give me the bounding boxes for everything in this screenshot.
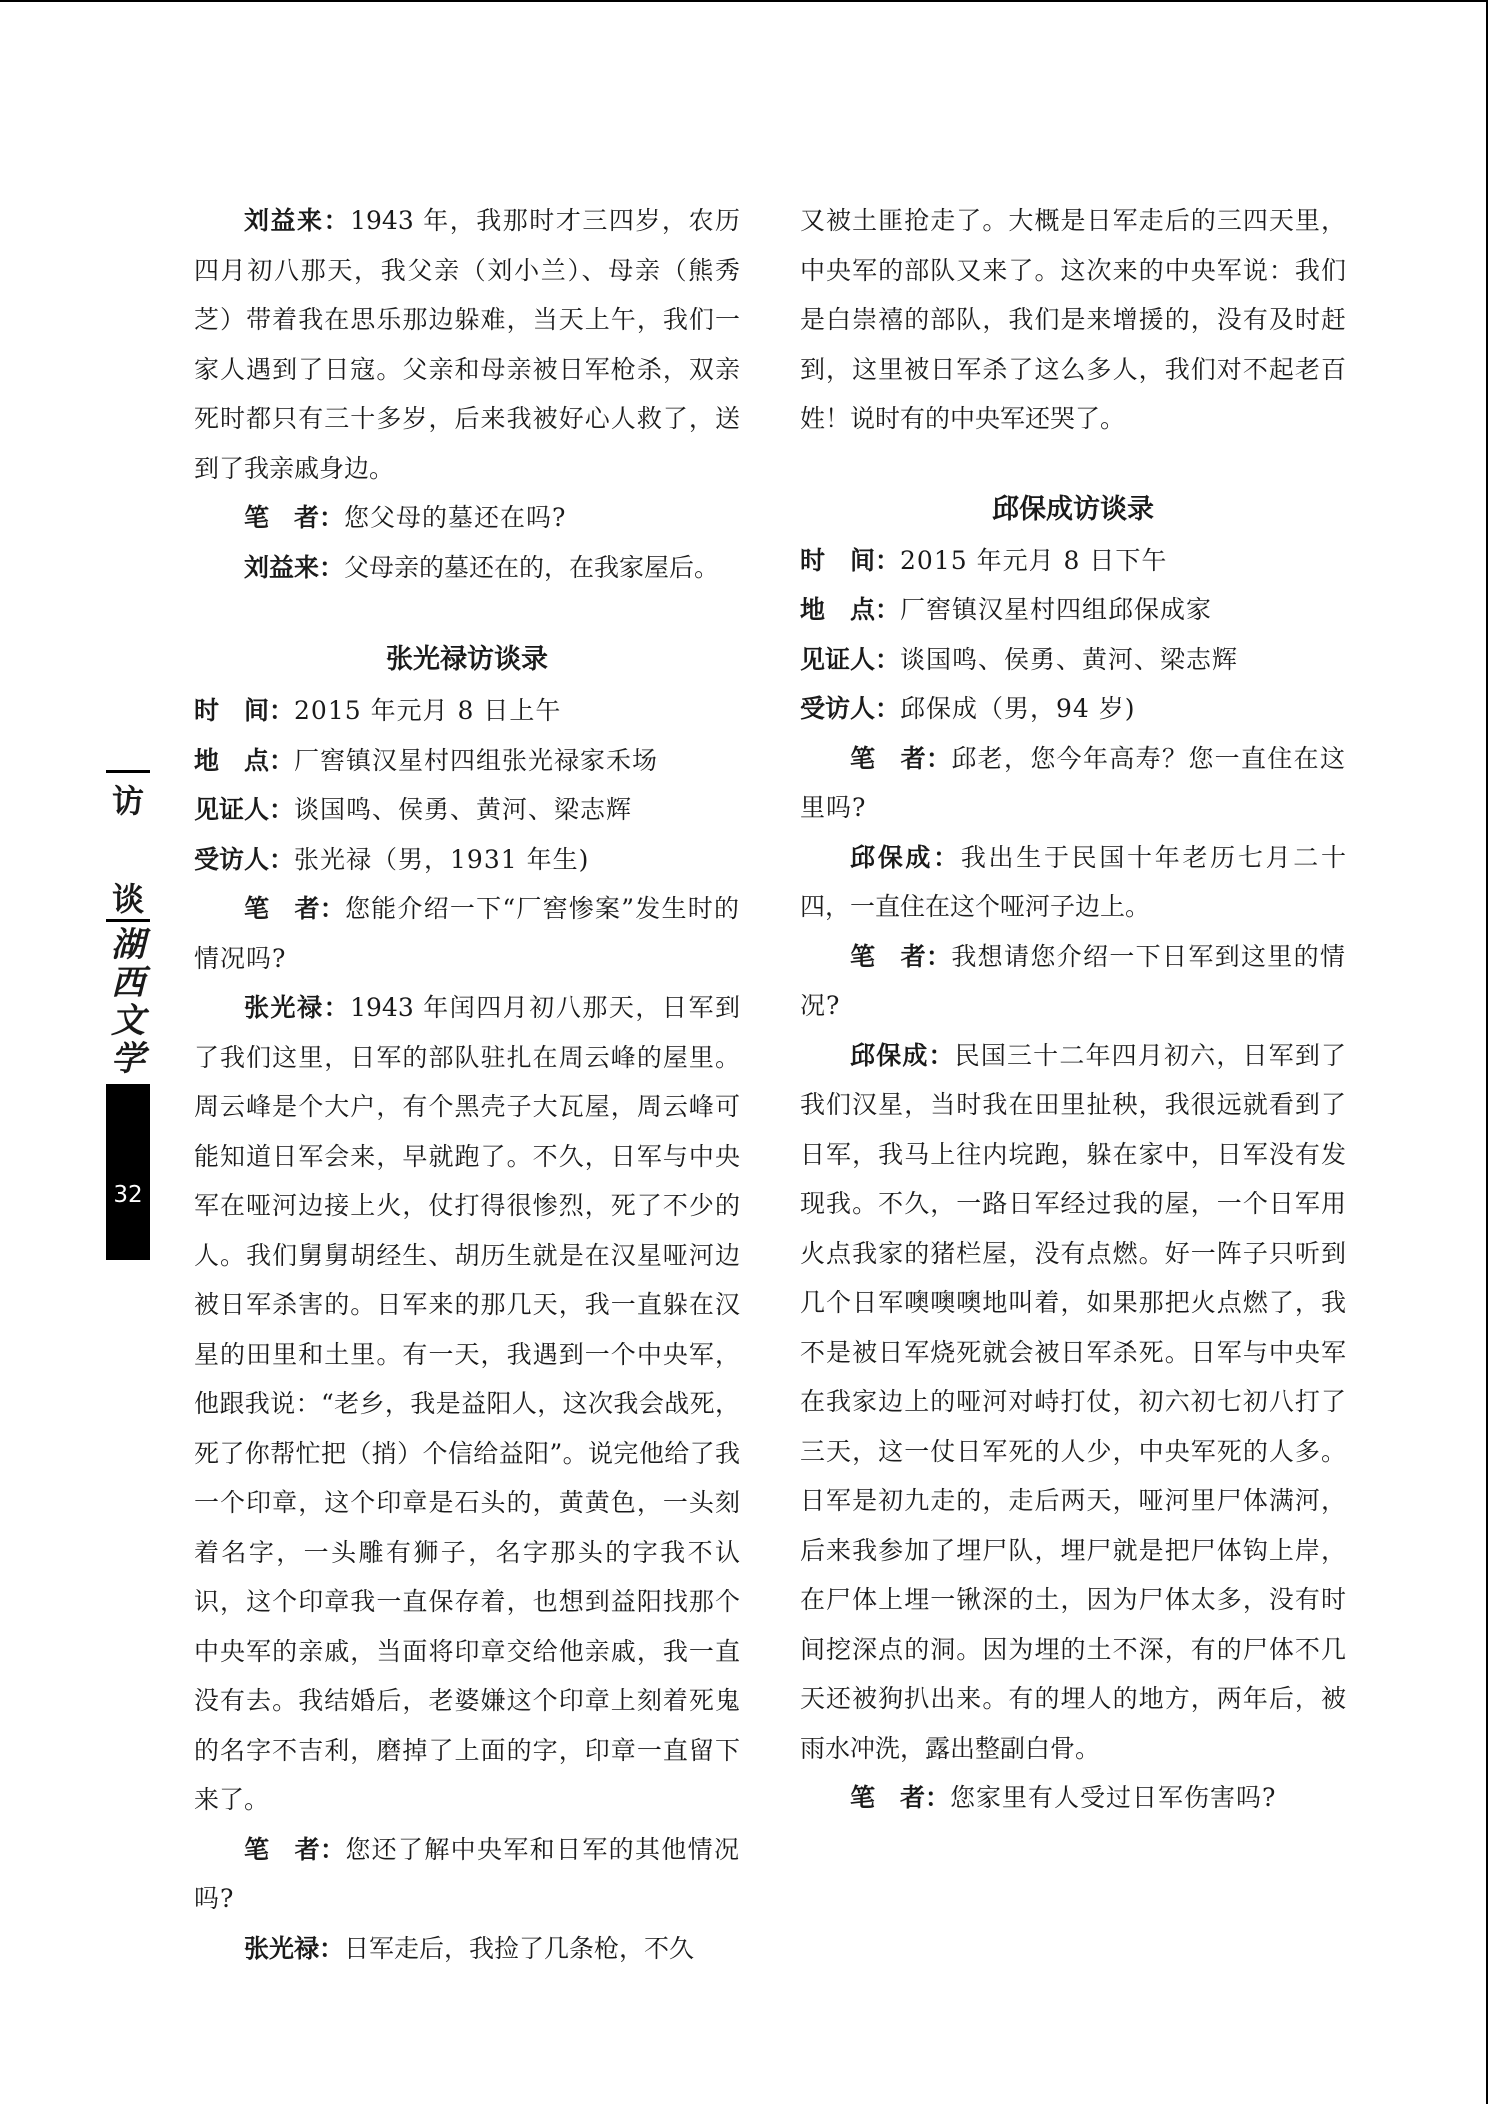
speaker-label: 刘益来：	[244, 552, 345, 582]
meta-value: 厂窖镇汉星村四组邱保成家	[900, 595, 1213, 624]
paragraph	[194, 196, 740, 493]
meta-witness	[800, 635, 1346, 685]
tab-char-fang: 访	[111, 782, 144, 820]
journal-logo	[106, 926, 150, 1078]
meta-value: 厂窖镇汉星村四组张光禄家禾场	[294, 745, 659, 775]
paragraph	[800, 1031, 1346, 1774]
paragraph-text: 我出生于民国十年老历七月二十四，一直住在这个哑河子边上。	[800, 842, 1346, 921]
paragraph-text: 1943 年，我那时才三四岁，农历四月初八那天，我父亲（刘小兰）、母亲（熊秀芝）带着我在思乐那边躲难，当天上午，我们一家人遇到了日寇。父亲和母亲被日军枪杀，双亲死时都只有三十多岁，后来我被好心人救了，送到了我亲戚身边。	[194, 206, 740, 483]
side-tab	[106, 770, 150, 1260]
speaker-label: 笔 者：	[244, 894, 345, 923]
logo-char: 湖	[111, 925, 145, 965]
paragraph	[800, 1773, 1346, 1823]
question-text: 邱老，您今年高寿？您一直住在这里吗?	[800, 743, 1346, 822]
paragraph-text: 1943 年闰四月初八那天，日军到了我们这里，日军的部队驻扎在周云峰的屋里。周云峰是个大户，有个黑壳子大瓦屋，周云峰可能知道日军会来，早就跑了。不久，日军与中央军在哑河边接上火，仗打得很惨烈，死了不少的人。我们舅舅胡经生、胡历生就是在汉星哑河边被日军杀害的。日军来的那几天，我一直躲在汉星的田里和土里。有一天，我遇到一个中央军，他跟我说：“老乡，我是益阳人，这次我会战死，死了你帮忙把（捎）个信给益阳”。说完他给了我一个印章，这个印章是石头的，黄黄色，一头刻着名字，一头雕有狮子，名字那头的字我不认识，这个印章我一直保存着，也想到益阳找那个中央军的亲戚，当面将印章交给他亲戚，我一直没有去。我结婚后，老婆嫌这个印章上刻着死鬼的名字不吉利，磨掉了上面的字，印章一直留下来了。	[194, 993, 740, 1814]
section-title: 张光禄访谈录	[386, 644, 548, 675]
meta-place	[800, 585, 1346, 635]
paragraph	[194, 543, 740, 593]
speaker-label: 笔 者：	[244, 1834, 346, 1864]
speaker-label: 邱保成：	[850, 1040, 955, 1070]
paragraph	[194, 1825, 740, 1924]
question-text: 您还了解中央军和日军的其他情况吗?	[194, 1834, 740, 1913]
paragraph	[800, 734, 1346, 833]
tab-top-rule	[106, 770, 150, 773]
speaker-label: 笔 者：	[244, 503, 345, 532]
logo-char: 文	[111, 1001, 145, 1041]
meta-place	[194, 736, 740, 786]
tab-char-tan: 谈	[111, 880, 144, 918]
paragraph	[194, 493, 740, 543]
meta-label: 受访人：	[194, 844, 295, 874]
paragraph	[194, 884, 740, 983]
paragraph-text: 民国三十二年四月初六，日军到了我们汉星，当时我在田里扯秧，我很远就看到了日军，我马上往内垸跑，躲在家中，日军没有发现我。不久，一路日军经过我的屋，一个日军用火点我家的猪栏屋，没有点燃。好一阵子只听到几个日军噢噢噢地叫着，如果那把火点燃了，我不是被日军烧死就会被日军杀死。日军与中央军在我家边上的哑河对峙打仗，初六初七初八打了三天，这一仗日军死的人少，中央军死的人多。日军是初九走的，走后两天，哑河里尸体满河，后来我参加了埋尸队，埋尸就是把尸体钩上岸，在尸体上埋一锹深的土，因为尸体太多，没有时间挖深点的洞。因为埋的土不深，有的尸体不几天还被狗扒出来。有的埋人的地方，两年后，被雨水冲洗，露出整副白骨。	[800, 1040, 1346, 1763]
question-text: 您能介绍一下“厂窖惨案”发生时的情况吗?	[194, 894, 740, 973]
meta-value: 谈国鸣、侯勇、黄河、梁志辉	[294, 795, 633, 824]
paragraph	[194, 1924, 740, 1974]
meta-value: 邱保成（男，94 岁)	[900, 694, 1136, 723]
meta-value: 张光禄（男，1931 年生)	[294, 844, 590, 874]
question-text: 您父母的墓还在吗?	[344, 503, 567, 532]
meta-time	[800, 536, 1346, 586]
speaker-label: 笔 者：	[850, 941, 952, 971]
speaker-label: 刘益来：	[244, 206, 351, 235]
left-column	[194, 196, 740, 1973]
speaker-label: 张光禄：	[244, 993, 351, 1022]
paragraph-text: 父母亲的墓还在的，在我家屋后。	[344, 552, 720, 582]
paragraph-text: 日军走后，我捡了几条枪，不久	[344, 1933, 695, 1963]
meta-label: 时 间：	[194, 696, 295, 725]
speaker-label: 张光禄：	[244, 1933, 345, 1963]
meta-time	[194, 686, 740, 736]
logo-char: 西	[111, 963, 145, 1003]
meta-witness	[194, 785, 740, 835]
top-border-rule	[0, 0, 1488, 2]
meta-interviewee	[800, 684, 1346, 734]
meta-value: 2015 年元月 8 日下午	[900, 545, 1168, 575]
meta-value: 2015 年元月 8 日上午	[294, 696, 562, 725]
page-number-block	[106, 1084, 150, 1260]
question-text: 您家里有人受过日军伤害吗?	[950, 1783, 1277, 1812]
meta-label: 时 间：	[800, 545, 901, 575]
right-column	[800, 196, 1346, 1823]
logo-char: 学	[111, 1039, 145, 1079]
meta-label: 受访人：	[800, 694, 901, 723]
paragraph	[800, 833, 1346, 932]
meta-label: 见证人：	[800, 644, 901, 674]
speaker-label: 笔 者：	[850, 1783, 951, 1812]
paragraph	[800, 932, 1346, 1031]
paragraph-text: 又被土匪抢走了。大概是日军走后的三四天里，中央军的部队又来了。这次来的中央军说：我们是白崇禧的部队，我们是来增援的，没有及时赶到，这里被日军杀了这么多人，我们对不起老百姓！说时有的中央军还哭了。	[800, 206, 1346, 433]
meta-value: 谈国鸣、侯勇、黄河、梁志辉	[900, 644, 1239, 674]
section-title: 邱保成访谈录	[992, 493, 1154, 525]
meta-label: 见证人：	[194, 795, 295, 824]
meta-label: 地 点：	[194, 745, 295, 775]
speaker-label: 笔 者：	[850, 743, 952, 773]
question-text: 我想请您介绍一下日军到这里的情况?	[800, 941, 1346, 1020]
meta-label: 地 点：	[800, 595, 901, 624]
speaker-label: 邱保成：	[850, 842, 961, 872]
tab-middle-rule	[106, 919, 150, 922]
page-number: 32	[113, 1182, 143, 1208]
meta-interviewee	[194, 835, 740, 885]
paragraph-continued	[800, 196, 1346, 444]
paragraph	[194, 983, 740, 1825]
